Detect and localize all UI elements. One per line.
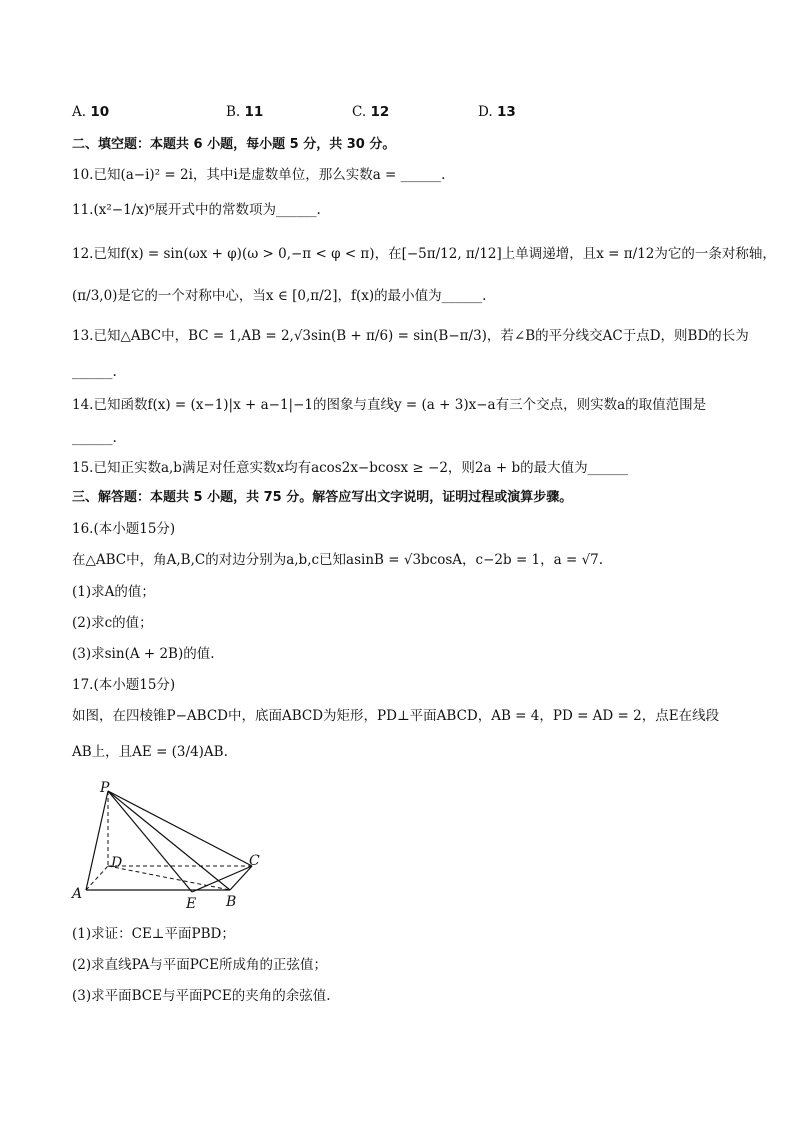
question-15: 15.已知正实数a,b满足对任意实数x均有acos2x−bcosx ≥ −2，则2a + b的最大值为______	[72, 460, 629, 476]
option-c	[352, 102, 389, 122]
edge-bc	[230, 866, 252, 890]
option-a	[72, 102, 109, 122]
question-10: 10.已知(a−i)² = 2i，其中i是虚数单位，那么实数a = ______.	[72, 167, 446, 183]
label-e: E	[186, 896, 197, 912]
question-13-line2: ______.	[72, 364, 117, 380]
question-14-line2: ______.	[72, 430, 117, 446]
question-17-header: 17.(本小题15分)	[72, 677, 176, 693]
question-16-header: 16.(本小题15分)	[72, 521, 176, 537]
question-11: 11.(x²−1/x)⁶展开式中的常数项为______.	[72, 202, 321, 218]
question-13-line1: 13.已知△ABC中，BC = 1,AB = 2,√3sin(B + π/6) = sin(B−π/3)，若∠B的平分线交AC于点D，则BD的长为	[72, 328, 749, 344]
question-16-part2: (2)求c的值；	[72, 615, 153, 631]
question-12-line1: 12.已知f(x) = sin(ωx + φ)(ω > 0,−π < φ < π)，在[−5π/12, π/12]上单调递增，且x = π/12为它的一条对称轴，	[72, 246, 776, 262]
section2-heading: 二、填空题：本题共 6 小题，每小题 5 分，共 30 分。	[72, 137, 396, 152]
option-d-value: 13	[496, 104, 516, 120]
question-17-part2: (2)求直线PA与平面PCE所成角的正弦值；	[72, 957, 327, 973]
label-a: A	[72, 886, 83, 902]
option-b	[226, 102, 263, 122]
edge-pb	[108, 791, 230, 890]
label-p: P	[100, 780, 110, 796]
question-17-stem-line1: 如图，在四棱锥P−ABCD中，底面ABCD为矩形，PD⊥平面ABCD，AB = 4，PD = AD = 2，点E在线段	[72, 708, 720, 724]
question-16-part3: (3)求sin(A + 2B)的值.	[72, 646, 215, 662]
question-17-stem-line2: AB上，且AE = (3/4)AB.	[72, 744, 228, 760]
option-c-value: 12	[370, 104, 390, 120]
edge-ad	[86, 866, 108, 890]
option-a-letter: A.	[72, 104, 87, 120]
option-b-letter: B.	[226, 104, 241, 120]
option-d-letter: D.	[478, 104, 493, 120]
label-b: B	[226, 894, 237, 910]
question-12-line2: (π/3,0)是它的一个对称中心，当x ∈ [0,π/2]，f(x)的最小值为______.	[72, 288, 487, 304]
edge-pa	[86, 791, 108, 890]
question-16-part1: (1)求A的值；	[72, 584, 155, 600]
option-a-value: 10	[90, 104, 110, 120]
option-b-value: 11	[244, 104, 264, 120]
pyramid-figure	[66, 778, 276, 913]
edge-pe	[108, 791, 192, 892]
edge-db	[108, 866, 230, 890]
question-16-stem: 在△ABC中，角A,B,C的对边分别为a,b,c已知asinB = √3bcosA，c−2b = 1，a = √7.	[72, 552, 604, 568]
edge-ce	[192, 866, 252, 892]
option-c-letter: C.	[352, 104, 367, 120]
question-14-line1: 14.已知函数f(x) = (x−1)|x + a−1|−1的图象与直线y = (a + 3)x−a有三个交点，则实数a的取值范围是	[72, 397, 707, 413]
option-d	[478, 102, 516, 122]
question-17-part1: (1)求证：CE⊥平面PBD；	[72, 926, 235, 942]
section3-heading: 三、解答题：本题共 5 小题，共 75 分。解答应写出文字说明，证明过程或演算步骤。	[72, 490, 573, 505]
label-d: D	[111, 855, 123, 871]
label-c: C	[249, 853, 260, 869]
edge-pc	[108, 791, 252, 866]
question-17-part3: (3)求平面BCE与平面PCE的夹角的余弦值.	[72, 988, 331, 1004]
